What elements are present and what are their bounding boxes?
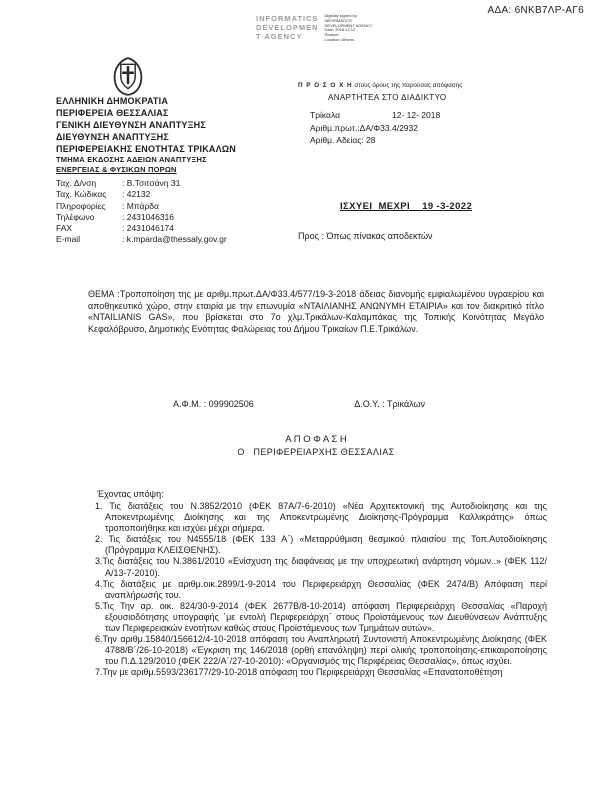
license-number: Αριθμ. Αδείας: 28 bbox=[310, 135, 376, 145]
legal-item: 2. Τις διατάξεις του Ν4555/18 (ΦΕΚ 133 Α΄) «Μεταρρύθμιση θεσμικού πλαισίου της Τοπ.Αυτοδιοίκησης (Πρόγραμμα ΚΛΕΙΣΘΕΝΗΣ). bbox=[95, 534, 547, 556]
place-date-row bbox=[298, 110, 564, 120]
legal-item: 7.Την με αριθμ.5593/236177/29-10-2018 απόφαση του Περιφερειάρχη Θεσσαλίας «Επανατοποθέτηση bbox=[95, 667, 503, 678]
org-line: ΓΕΝΙΚΗ ΔΙΕΥΘΥΝΣΗ ΑΝΑΠΤΥΞΗΣ bbox=[56, 120, 206, 130]
tax-info-row bbox=[88, 399, 544, 409]
contact-label: Ταχ. Δ/νση bbox=[56, 178, 97, 188]
greek-coat-of-arms-icon bbox=[110, 56, 146, 96]
contact-info-block bbox=[56, 178, 227, 246]
contact-row bbox=[56, 234, 227, 245]
signature-details: Digitally signed by INFORMATICS DEVELOPMENT AGENCY Date: 2018.12.12 Reason: Location: Athens bbox=[324, 13, 373, 42]
contact-label: FAX bbox=[56, 223, 73, 234]
ada-code: ΑΔΑ: 6ΝΚΒ7ΛΡ-ΑΓ6 bbox=[487, 5, 584, 16]
legal-item: 5.Τις Την αρ. οικ. 824/30-9-2014 (ΦΕΚ 2677Β/8-10-2014) απόφαση Περιφερειάρχη Θεσσαλίας «Παροχή εξουσιοδότησης υπογραφής ΄με εντολή Περιφερειάρχη΄ στους Προϊστάμενους των Διευθύνσεων Ανάπτυξης των Περιφερειακών ενοτήτων καθώς στους Προϊστάμενους των Τμημάτων αυτών». bbox=[95, 600, 547, 634]
attention-heading: Π Ρ Ο Σ Ο Χ Η bbox=[298, 82, 353, 89]
legal-item: 1. Τις διατάξεις του Ν.3852/2010 (ΦΕΚ 87Α/7-6-2010) «Νέα Αρχιτεκτονική της Αυτοδιοίκησης και της Αποκεντρωμένης Διοίκησης και της Αποκεντρωμένης Διοίκησης-Πρόγραμμα Καλλικράτης» όπως τροποποιήθηκε και ισχύει μέχρι σήμερα. bbox=[95, 501, 547, 534]
contact-value: : 2431046316 bbox=[122, 211, 174, 222]
validity-note: ΙΣΧΥΕΙ ΜΕΧΡΙ 19 -3-2022 bbox=[340, 201, 473, 212]
decision-heading: Α Π Ο Φ Α Σ Η bbox=[285, 434, 347, 445]
contact-row bbox=[56, 201, 227, 212]
signing-agency-name: INFORMATICS DEVELOPMEN T AGENCY bbox=[256, 14, 319, 41]
contact-value: : k.mparda@thessaly.gov.gr bbox=[122, 234, 227, 245]
legal-item: 6.Την αριθμ.15840/156612/4-10-2018 απόφαση του Αναπληρωτή Συντονιστή Αποκεντρωμένης Διοίκησης (ΦΕΚ 4788/Β΄/26-10-2018) «Έγκριση της 146/2018 (ορθή επανάληψη) περί ολικής τροποποίησης-επικαιροποίησης του Π.Δ.129/2010 (ΦΕΚ 222/Α΄/27-10-2010): «Οργανισμός της Περιφέρειας Θεσσαλίας», όπως ισχύει. bbox=[95, 634, 547, 667]
issuing-authority-block bbox=[56, 95, 236, 175]
contact-value: : 2431046174 bbox=[122, 223, 174, 234]
digital-signature-stamp bbox=[256, 14, 405, 43]
contact-label: E-mail bbox=[56, 234, 81, 245]
contact-label: Πληροφορίες bbox=[56, 200, 106, 211]
afm-value: Α.Φ.Μ. : 099902506 bbox=[173, 399, 254, 409]
legal-item: 4.Τις διατάξεις με αριθμ.οικ.2899/1-9-2014 του Περιφερειάρχη Θεσσαλίας (ΦΕΚ 2474/Β) Απόφαση περί αναπλήρωσής του. bbox=[95, 578, 547, 600]
legal-item: 3.Τις διατάξεις του Ν.3861/2010 «Ενίσχυση της διαφάνειας με την υποχρεωτική ανάρτηση νόμων..» (ΦΕΚ 112/Α/13-7-2010). bbox=[95, 556, 547, 578]
contact-value: : 42132 bbox=[122, 189, 151, 200]
org-line: ΠΕΡΙΦΕΡΕΙΑ ΘΕΣΣΑΛΙΑΣ bbox=[56, 108, 169, 118]
contact-row bbox=[56, 178, 227, 189]
org-line: ΕΛΛΗΝΙΚΗ ΔΗΜΟΚΡΑΤΙΑ bbox=[56, 96, 169, 106]
contact-row bbox=[56, 189, 227, 200]
date-value: 12- 12- 2018 bbox=[392, 110, 441, 120]
header-right-block bbox=[298, 82, 564, 241]
attention-text: στους όρους της παρούσας απόφασης bbox=[352, 82, 463, 89]
city-label: Τρίκαλα bbox=[310, 110, 341, 120]
contact-label: Ταχ. Κώδικας bbox=[56, 189, 107, 200]
contact-row bbox=[56, 223, 227, 234]
protocol-number: Αριθμ.πρωτ.:ΔΑ/Φ33.4/2932 bbox=[310, 122, 418, 133]
contact-value: : Μπάρδα bbox=[122, 200, 159, 211]
internet-posting-label: ΑΝΑΡΤΗΤΕΑ ΣΤΟ ΔΙΑΔΙΚΤΥΟ bbox=[328, 93, 447, 102]
contact-row bbox=[56, 212, 227, 223]
doy-value: Δ.Ο.Υ. : Τρικάλων bbox=[354, 399, 426, 409]
org-line: ΤΜΗΜΑ ΕΚΔΟΣΗΣ ΑΔΕΙΩΝ ΑΝΑΠΤΥΞΗΣ bbox=[56, 155, 207, 164]
org-line: ΠΕΡΙΦΕΡΕΙΑΚΗΣ ΕΝΟΤΗΤΑΣ ΤΡΙΚΑΛΩΝ bbox=[56, 144, 236, 154]
subject-paragraph: ΘΕΜΑ :Τροποποίηση της με αριθμ.πρωτ.ΔΑ/Φ33.4/577/19-3-2018 άδειας διανομής εμφιαλωμένου υγραερίου και αποθηκευτικό χώρο, στην εταιρία με την επωνυμία «ΝΤΑΙΛΙΑΝΗΣ ΑΝΩΝΥΜΗ ΕΤΑΙΡΙΑ» και τον διακριτικό τίτλο «NTAILIANIS GAS», που βρίσκεται στο 7ο χλμ.Τρικάλων-Καλαμπάκας της Τοπικής Κοινότητας Μεγάλο Κεφαλόβρυσο, Δημοτικής Ενότητας Φαλώρειας του Δήμου Τρικαίων Π.Ε.Τρικάλων. bbox=[88, 289, 544, 335]
contact-value: : Β.Τσιτσάνη 31 bbox=[122, 178, 181, 188]
legal-references-list bbox=[95, 501, 547, 679]
org-line: ΕΝΕΡΓΕΙΑΣ & ΦΥΣΙΚΩΝ ΠΟΡΩΝ bbox=[56, 165, 177, 174]
recipients-line: Προς : Όπως πίνακας αποδεκτών bbox=[298, 231, 433, 241]
having-regard-label: Έχοντας υπόψη: bbox=[97, 489, 164, 499]
attention-note bbox=[298, 82, 564, 89]
contact-label: Τηλέφωνο bbox=[56, 211, 95, 222]
org-line: ΔΙΕΥΘΥΝΣΗ ΑΝΑΠΤΥΞΗΣ bbox=[56, 132, 169, 142]
decision-authority: Ο ΠΕΡΙΦΕΡΕΙΑΡΧΗΣ ΘΕΣΣΑΛΙΑΣ bbox=[237, 447, 395, 457]
